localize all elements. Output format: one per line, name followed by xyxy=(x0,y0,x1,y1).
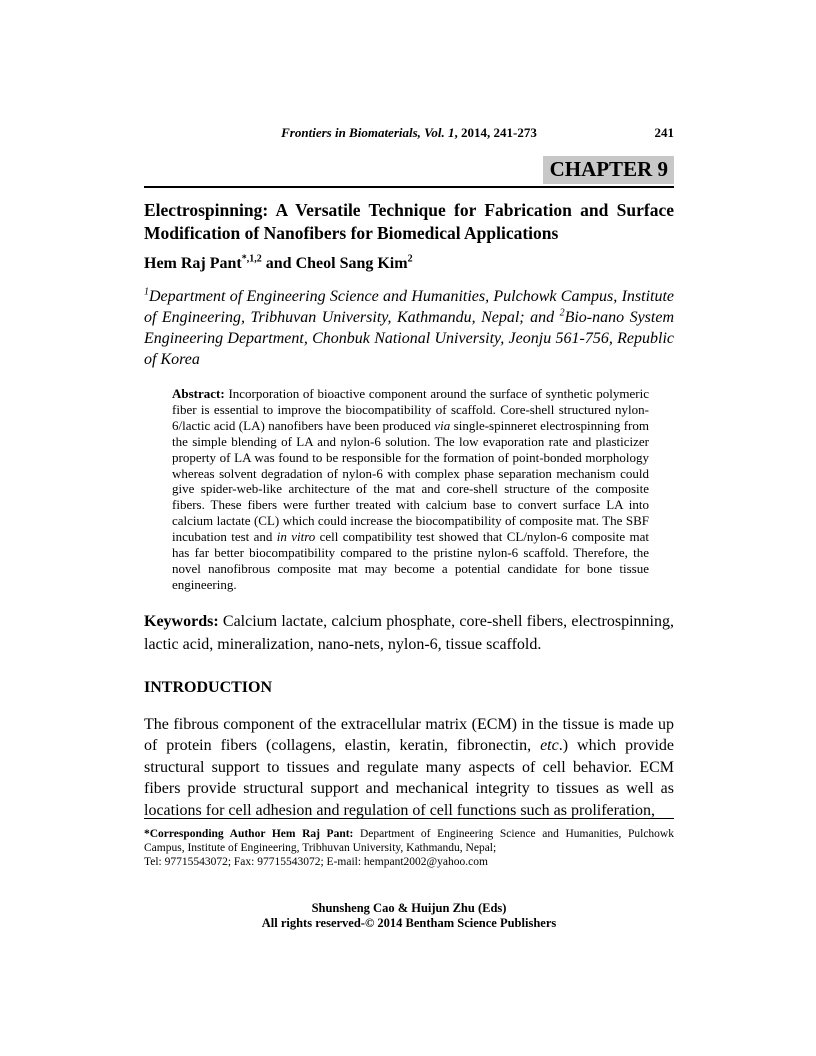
affiliation-1-text: Department of Engineering Science and Humanities, Pulchowk Campus, Institute of Engineering, Tribhuvan University, Kathmandu, Nepal; and xyxy=(144,288,674,326)
journal-citation-italic: Frontiers in Biomaterials, Vol. 1 xyxy=(281,125,455,140)
introduction-paragraph xyxy=(144,714,674,822)
publisher-footer xyxy=(144,901,674,931)
author-name-1: Hem Raj Pant xyxy=(144,255,242,272)
abstract-text-1: Incorporation of bioactive component around the surface of synthetic polymeric fiber is essential to improve the biocompatibility of scaffold. Core-shell structured nylon-6/lactic acid (LA) nanofibers have been produced xyxy=(172,386,649,433)
affiliations xyxy=(144,286,674,370)
introduction-text-1: The fibrous component of the extracellular matrix (ECM) in the tissue is made up of protein fibers (collagens, elastin, keratin, fibronectin, xyxy=(144,715,674,755)
corresponding-author-footnote xyxy=(144,818,674,869)
keywords-text: Calcium lactate, calcium phosphate, core-shell fibers, electrospinning, lactic acid, mineralization, nano-nets, nylon-6, tissue scaffold. xyxy=(144,612,674,653)
abstract-label: Abstract: xyxy=(172,386,225,401)
introduction-text-2: .) which provide structural support to tissues and regulate many aspects of cell behavior. ECM fibers provide structural support and mechanical integrity to tissues as well as locations for cell adhesion and regulation of cell functions such as proliferation, xyxy=(144,737,674,819)
page-number: 241 xyxy=(654,125,674,140)
running-head xyxy=(144,126,674,140)
copyright-line: All rights reserved-© 2014 Bentham Science Publishers xyxy=(261,916,557,930)
editors-line: Shunsheng Cao & Huijun Zhu (Eds) xyxy=(311,901,507,915)
author-2-superscript: 2 xyxy=(407,253,413,265)
chapter-banner-row xyxy=(144,156,674,184)
introduction-italic-etc: etc xyxy=(540,737,559,755)
keywords-paragraph xyxy=(144,610,674,656)
abstract-paragraph xyxy=(172,386,649,593)
header-rule xyxy=(144,186,674,188)
author-name-2: Cheol Sang Kim xyxy=(295,255,408,272)
abstract-text-3: cell compatibility test showed that CL/nylon-6 composite mat has far better biocompatibility compared to the pristine nylon-6 scaffold. Therefore, the novel nanofibrous composite mat may become a potential candidate for bone tissue engineering. xyxy=(172,529,649,592)
chapter-title: Electrospinning: A Versatile Technique for Fabrication and Surface Modification of Nanofibers for Biomedical Applications xyxy=(144,200,674,243)
footnote-label: *Corresponding Author Hem Raj Pant: xyxy=(144,828,354,840)
footnote-contact-line: Tel: 97715543072; Fax: 97715543072; E-mail: hempant2002@yahoo.com xyxy=(144,856,488,868)
abstract-text-2: single-spinneret electrospinning from the simple blending of LA and nylon-6 solution. The low evaporation rate and plasticizer property of LA was found to be responsible for the formation of point-bonded morphology whereas solvent degradation of nylon-6 with complex phase separation mechanism could give spider-web-like architecture of the mat and core-shell structure of the composite fibers. These fibers were further treated with calcium base to convert surface LA into calcium lactate (CL) which could increase the biocompatibility of composite mat. The SBF incubation test and xyxy=(172,417,649,545)
authors-line xyxy=(144,254,674,273)
abstract-italic-via: via xyxy=(434,417,451,433)
journal-citation xyxy=(281,125,537,140)
authors-connector: and xyxy=(261,255,296,272)
footnote-text: Department of Engineering Science and Humanities, Pulchowk Campus, Institute of Engineering, Tribhuvan University, Kathmandu, Nepal; xyxy=(144,828,674,854)
affiliation-2-text: Bio-nano System Engineering Department, Chonbuk National University, Jeonju 561-756, Republic of Korea xyxy=(144,309,675,368)
affiliation-1-superscript: 1 xyxy=(144,286,149,298)
author-1-superscript: *,1,2 xyxy=(241,253,262,265)
introduction-heading: INTRODUCTION xyxy=(144,678,273,696)
chapter-label: CHAPTER 9 xyxy=(543,156,674,184)
journal-citation-rest: , 2014, 241-273 xyxy=(454,125,537,140)
keywords-label: Keywords: xyxy=(144,612,219,630)
affiliation-2-superscript: 2 xyxy=(559,307,565,319)
abstract-italic-in-vitro: in vitro xyxy=(276,529,316,545)
footnote-main xyxy=(144,827,674,855)
